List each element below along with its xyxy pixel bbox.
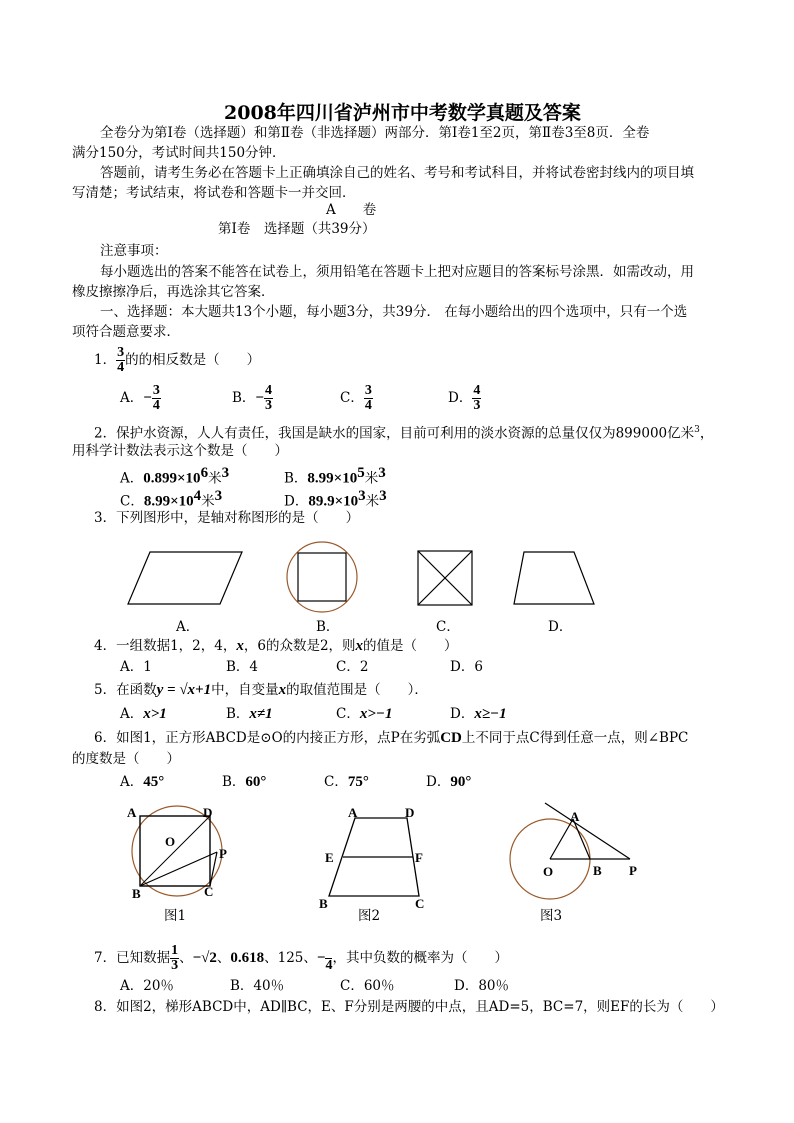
q7-option-a[interactable]: A．20％ bbox=[120, 978, 174, 994]
q3-stem: 3．下列图形中，是轴对称图形的是（ ） bbox=[94, 510, 360, 526]
q5-option-b[interactable]: B．x≠1 bbox=[226, 706, 273, 722]
page-title: 2008年四川省泸州市中考数学真题及答案 bbox=[224, 102, 581, 124]
fig3-label-p: P bbox=[629, 863, 637, 878]
q6-option-b[interactable]: B．60° bbox=[222, 774, 267, 790]
q5-option-a[interactable]: A．x>1 bbox=[120, 706, 167, 722]
q2-line1: 2．保护水资源，人人有责任，我国是缺水的国家，目前可利用的淡水资源的总量仅仅为899000亿米$^3$， bbox=[94, 425, 714, 442]
notes-heading: 注意事项： bbox=[100, 243, 168, 259]
trapezoid-shape bbox=[514, 552, 594, 604]
fig3-caption: 图3 bbox=[540, 908, 563, 924]
figure-1 bbox=[115, 800, 245, 910]
q6-option-c[interactable]: C．75° bbox=[324, 774, 369, 790]
fig3-label-b: B bbox=[593, 863, 602, 878]
fig2-label-d: D bbox=[405, 805, 415, 820]
fig2-label-e: E bbox=[325, 850, 334, 865]
part-heading: 第Ⅰ卷 选择题（共39分） bbox=[218, 221, 376, 237]
q2-option-c[interactable]: C．$8.99\times 10^4$米$^3$ bbox=[120, 488, 223, 510]
q1-option-d[interactable]: D． $\frac{4}{3}$ bbox=[448, 383, 481, 413]
q4-option-b[interactable]: B．4 bbox=[226, 659, 259, 675]
fig2-label-f: F bbox=[415, 850, 423, 865]
q1-option-b[interactable]: B．− $\frac{4}{3}$ bbox=[232, 383, 272, 413]
q3-label-d[interactable]: D． bbox=[548, 619, 573, 635]
fig2-label-a: A bbox=[348, 805, 358, 820]
fig1-label-p: P bbox=[219, 846, 227, 861]
fig1-label-c: C bbox=[204, 884, 214, 899]
fig2-caption: 图2 bbox=[358, 908, 381, 924]
q6-option-a[interactable]: A．45° bbox=[120, 774, 165, 790]
q1-fraction: $\frac{3}{4}$ bbox=[117, 345, 125, 375]
fig3-label-a: A bbox=[570, 809, 580, 824]
fig1-label-b: B bbox=[132, 886, 141, 901]
q6-line2: 的度数是（ ） bbox=[72, 751, 180, 767]
parallelogram-shape bbox=[128, 552, 242, 604]
q3-label-a[interactable]: A． bbox=[176, 619, 200, 635]
fig1-label-a: A bbox=[127, 805, 137, 820]
q2-line2: 用科学计数法表示这个数是（ ） bbox=[72, 443, 288, 459]
intro-line: 答题前，请考生务必在答题卡上正确填涂自己的姓名、考号和考试科目，并将试卷密封线内的项目填 bbox=[100, 165, 694, 181]
q1-stem: 的的相反数是（ ） bbox=[125, 352, 261, 368]
volume-heading: A 卷 bbox=[326, 202, 377, 218]
fig2-label-c: C bbox=[415, 896, 425, 910]
section-line: 项符合题意要求． bbox=[72, 324, 180, 340]
notes-line: 橡皮擦擦净后，再选涂其它答案． bbox=[72, 284, 275, 300]
notes-line: 每小题选出的答案不能答在试卷上，须用铅笔在答题卡上把对应题目的答案标号涂黑．如需改动，用 bbox=[100, 264, 694, 280]
q5-function: y = √x+1 bbox=[156, 682, 212, 698]
q1-option-a[interactable]: A．− $\frac{3}{4}$ bbox=[120, 383, 160, 413]
intro-line: 全卷分为第Ⅰ卷（选择题）和第Ⅱ卷（非选择题）两部分．第Ⅰ卷1至2页，第Ⅱ卷3至8页．全卷 bbox=[100, 125, 650, 141]
q6-option-d[interactable]: D．90° bbox=[426, 774, 472, 790]
fig1-label-d: D bbox=[203, 805, 213, 820]
q8-stem: 8．如图2，梯形ABCD中，AD∥BC，E、F分别是两腰的中点，且AD=5，BC=7，则EF的长为（ ） bbox=[94, 999, 724, 1015]
q3-label-b[interactable]: B． bbox=[316, 619, 340, 635]
section-line: 一、选择题：本大题共13个小题，每小题3分，共39分． 在每小题给出的四个选项中，只有一个选 bbox=[100, 304, 688, 320]
intro-line: 满分150分，考试时间共150分钟． bbox=[72, 145, 286, 161]
q2-option-b[interactable]: B．$8.99\times 10^5$米$^3$ bbox=[284, 465, 386, 487]
q5-option-d[interactable]: D．x≥−1 bbox=[450, 706, 507, 722]
q7-option-b[interactable]: B．40％ bbox=[230, 978, 285, 994]
q7-stem: 7．已知数据 $\frac{1}{3}$ 、−√2、0.618、125、− 4 ，其中负数的概率为（ ） bbox=[94, 943, 508, 973]
q4-option-c[interactable]: C．2 bbox=[336, 659, 369, 675]
q4-option-d[interactable]: D．6 bbox=[450, 659, 483, 675]
intro-line: 写清楚；考试结束，将试卷和答题卡一并交回． bbox=[72, 185, 356, 201]
q1-number: 1． bbox=[94, 352, 117, 368]
q5-stem: 5．在函数y = √x+1中，自变量x的取值范围是（ ）． bbox=[94, 682, 428, 698]
figure-2 bbox=[315, 800, 435, 910]
q4-option-a[interactable]: A．1 bbox=[120, 659, 152, 675]
fig1-caption: 图1 bbox=[164, 908, 187, 924]
q3-shapes bbox=[120, 540, 620, 620]
q7-option-c[interactable]: C．60％ bbox=[340, 978, 395, 994]
fig1-label-o: O bbox=[165, 834, 176, 849]
fig2-label-b: B bbox=[319, 896, 328, 910]
q1-option-c[interactable]: C． $\frac{3}{4}$ bbox=[340, 383, 372, 413]
q4-stem: 4．一组数据1，2，4，x，6的众数是2，则x的值是（ ） bbox=[94, 638, 458, 654]
q5-option-c[interactable]: C．x>−1 bbox=[336, 706, 393, 722]
inscribed-square-shape bbox=[298, 553, 346, 601]
q3-label-c[interactable]: C． bbox=[436, 619, 460, 635]
q6-line1: 6．如图1，正方形ABCD是⊙O的内接正方形，点P在劣弧CD上不同于点C得到任意一点，则∠BPC bbox=[94, 730, 689, 746]
question-1 bbox=[94, 346, 260, 375]
q2-option-d[interactable]: D．$89.9\times 10^3$米$^3$ bbox=[284, 488, 387, 510]
fig3-label-o: O bbox=[543, 864, 554, 879]
q7-option-d[interactable]: D．80％ bbox=[454, 978, 510, 994]
q2-option-a[interactable]: A．$0.899\times 10^6$米$^3$ bbox=[120, 465, 230, 487]
figure-3 bbox=[505, 795, 645, 910]
